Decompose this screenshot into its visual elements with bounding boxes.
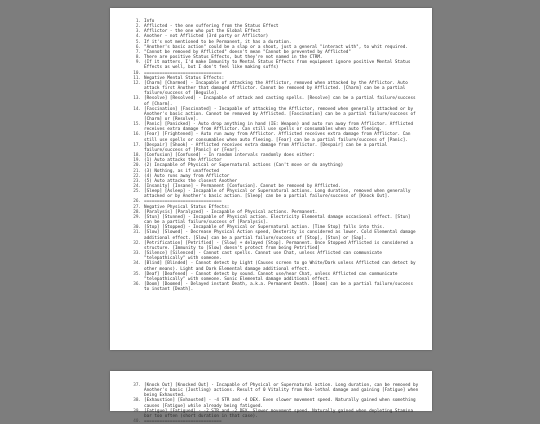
- line-text: [Panic] [Panicked] - Auto drop anything in hand (IE: Weapon) and auto run away from Afflictor. Afflicted receives extra damage from Afflictor. Can still use spells or consumables when auto fleeing.: [144, 122, 414, 133]
- line-number: 38.: [133, 398, 141, 404]
- document-line: [130, 261, 420, 271]
- line-number: 18.: [133, 153, 141, 159]
- line-text: [Fear] [Frightened] - Auto run away from Afflictor. Afflicted receives extra damage from Afflictor. Can still use spells or consumables when auto fleeing. [Fear] can be a partial failure/success of [Panic].: [144, 132, 411, 143]
- line-text: [Paralysis] [Paralyzed] - Incapable of Physical actions. Permanent.: [144, 209, 318, 215]
- document-line: [130, 230, 420, 240]
- line-number: 20.: [133, 163, 141, 169]
- line-text: Afflictor - the one who put the Global Effect: [144, 29, 261, 35]
- status-effects-list-continued: [130, 383, 420, 424]
- line-number: 12.: [133, 80, 141, 86]
- line-number: 14.: [133, 106, 141, 112]
- line-text: [Sleep] [Asleep] - Incapable of Physical or Supernatural actions. Long duration, removed when generally attacked or by Another's basic action. [Sleep] can be a partial failure/success of [Knock Out].: [144, 189, 411, 200]
- document-line: [130, 272, 420, 282]
- line-text: (If it matters, I'd make Immunity to Mental Status Effects from equipment ignore positive Mental Status Effects as well, but I don't feel like making suffs): [144, 60, 411, 71]
- document-line: [130, 282, 420, 292]
- line-number: 11.: [133, 75, 141, 81]
- line-number: 24.: [133, 184, 141, 189]
- line-number: 21.: [133, 168, 141, 174]
- line-text: There are positive Status Effects, but they're not named in the CTRM.: [144, 55, 323, 61]
- line-number: 29.: [133, 214, 141, 220]
- document-line: [130, 189, 420, 199]
- document-line: [130, 419, 420, 424]
- line-number: 10.: [133, 70, 141, 76]
- line-number: 28.: [133, 209, 141, 215]
- line-number: 32.: [133, 240, 141, 246]
- line-text: [Resolve] [Resolved] - Incapable of attack and casting spells. [Resolve] can be a partial failure/success of [Charm].: [144, 96, 416, 107]
- line-number: 5.: [135, 39, 141, 45]
- line-text: ==============================: [144, 70, 222, 76]
- line-number: 33.: [133, 251, 141, 257]
- line-number: 15.: [133, 122, 141, 128]
- line-number: 22.: [133, 173, 141, 179]
- line-number: 6.: [135, 44, 141, 50]
- line-number: 40.: [133, 419, 141, 424]
- document-line: [130, 251, 420, 261]
- document-line: [130, 122, 420, 132]
- line-text: Another - not Afflicted (3rd party or Afflictor): [144, 34, 269, 40]
- line-number: 13.: [133, 96, 141, 102]
- document-page-2: [110, 371, 432, 424]
- line-number: 17.: [133, 142, 141, 148]
- line-text: Info: [144, 19, 155, 24]
- line-number: 37.: [133, 383, 141, 388]
- document-line: [130, 143, 420, 153]
- line-number: 31.: [133, 230, 141, 236]
- line-number: 36.: [133, 281, 141, 287]
- line-text: [Charm] [Charmed] - Incapable of attacking the Afflictor, removed when attacked by the Afflictor. Auto attack first Another that damaged Afflictor. Cannot be removed by Afflicted. [Charm] can be a partial failure/success of [Beguile].: [144, 80, 408, 97]
- line-number: 39.: [133, 408, 141, 414]
- status-effects-list: [130, 19, 420, 292]
- line-text: [Fascination] [Fascinated] - Incapable of attacking the Afflictor, removed when generally attacked or by Another's basic action. Cannot be removed by Afflicted. [Fascination] can be a partial failure/success of [Charm] or [Resolve].: [144, 106, 416, 122]
- document-line: [130, 241, 420, 251]
- line-text: [Fatigue] [Fatigued] - -2 STR and -2 DEX. Slower movement speed. Naturally gained when depleting Stamina bar too often (short duration in that case).: [144, 408, 414, 419]
- line-number: 16.: [133, 132, 141, 138]
- line-number: 25.: [133, 189, 141, 195]
- document-line: [130, 60, 420, 70]
- line-text: ==============================: [144, 199, 222, 205]
- line-text: If it's not mentioned to be Permanent, it has a duration.: [144, 39, 292, 45]
- line-text: [Slow] [Slowed] - Decrease Physical Action speed, Dexterity is considered as lower. Cold Elemental damage additional effect. [Slow] can be a partial failure/success of [Stop], [Stun] or [Sap].: [144, 230, 416, 241]
- line-text: (4) Auto runs away from Afflictor: [144, 173, 230, 179]
- line-number: 34.: [133, 261, 141, 267]
- line-text: [Stop] [Stopped] - Incapable of Physical or Supernatural action. [Time Stop] falls into this.: [144, 225, 385, 231]
- line-number: 8.: [135, 55, 141, 61]
- document-page-1: [110, 8, 432, 350]
- line-text: (5) Auto attacks the closest Another: [144, 178, 238, 184]
- line-text: Negative Mental Status Effects:: [144, 75, 225, 81]
- line-text: [Blind] [Blinded] - Cannot detect by Light (Causes screen to go White/Dark unless Afflicted can detect by other means). Light and Dark Elemental damage additional effect.: [144, 261, 416, 272]
- line-text: [Confusion] [Confused] - In random intervals randomly does either:: [144, 153, 315, 159]
- line-text: [Insanity] [Insane] - Permanent [Confusion]. Cannot be removed by Afflicted.: [144, 184, 341, 189]
- line-text: [Stun] [Stunned] - Incapable of Physical action. Electricity Elemental damage occasional effect. [Stun] can be a partial failure/success of [Paralysis].: [144, 214, 411, 226]
- line-text: [Petrification] [Petrified] - [Slow] + delayed [Stop]. Permanent. Once Stopped Afflicted is considered a structure. [Immunity to [Slow] doesn't protect from being Petrified]: [144, 240, 414, 251]
- line-text: (1) Auto attacks the Afflictor: [144, 158, 222, 164]
- line-text: [Exhaustion] [Exhausted] - -4 STR and -4 DEX. Even slower movement speed. Naturally gained when something causes [Fatigue] while already being fatigued.: [144, 398, 416, 409]
- line-number: 4.: [135, 34, 141, 40]
- line-text: ==============================: [144, 419, 222, 424]
- document-line: [130, 398, 420, 408]
- document-line: [130, 107, 420, 122]
- document-line: [130, 383, 420, 398]
- document-line: [130, 215, 420, 225]
- line-number: 3.: [135, 29, 141, 35]
- line-number: 26.: [133, 199, 141, 205]
- line-number: 35.: [133, 271, 141, 277]
- line-text: [Knock Out] [Knocked Out] - Incapable of Physical or Supernatural action. Long duration, can be removed by Another's basic (Jostling) actions. Result of 0 Vitality from Non-lethal damage and gaining [Fatigue] when being Exhausted.: [144, 383, 419, 399]
- line-text: [Despair] [Shook] - Afflicted receives extra damage from Afflictor. [Despair] can be a partial failure/success of [Panic] or [Fear].: [144, 142, 388, 153]
- line-text: (2) Incapable of Physical or Supernatural actions (Can't move or do anything): [144, 163, 344, 169]
- document-line: [130, 132, 420, 142]
- line-text: [Doom] [Doomed] - Delayed instant Death, a.k.a. Permanent Death. [Doom] can be a partial failure/success to instant [Death].: [144, 281, 414, 293]
- line-number: 7.: [135, 49, 141, 55]
- line-number: 27.: [133, 204, 141, 210]
- line-text: [Silence] [Silenced] - Cannot cast spells. Cannot use Chat, unless Afflicted can communicate "telepathically" with someone.: [144, 251, 382, 262]
- line-text: Negative Physical Status Effects:: [144, 204, 230, 210]
- line-text: [Deaf] [Deafened] - Cannot detect by sound. Cannot use/hear Chat, unless Afflicted can communicate "telepathically" with someone. Sonic Elemental damage additional effect.: [144, 271, 398, 282]
- line-number: 9.: [135, 60, 141, 66]
- line-text: Afflicted - the one suffering from the Status Effect: [144, 24, 279, 30]
- line-number: 23.: [133, 178, 141, 184]
- line-number: 30.: [133, 225, 141, 231]
- line-text: "Another's basic action" could be a slap or a shoot, just a general "interact with", to whit required.: [144, 44, 408, 50]
- document-line: [130, 81, 420, 96]
- line-number: 19.: [133, 158, 141, 164]
- document-line: [130, 409, 420, 419]
- line-text: (3) Nothing, as if unaffected: [144, 168, 220, 174]
- line-number: 2.: [135, 24, 141, 30]
- line-number: 1.: [135, 19, 141, 24]
- line-text: "Cannot be removed by Afflicted" doesn't mean "Cannot be prevented by Afflicted": [144, 49, 351, 55]
- document-line: [130, 96, 420, 106]
